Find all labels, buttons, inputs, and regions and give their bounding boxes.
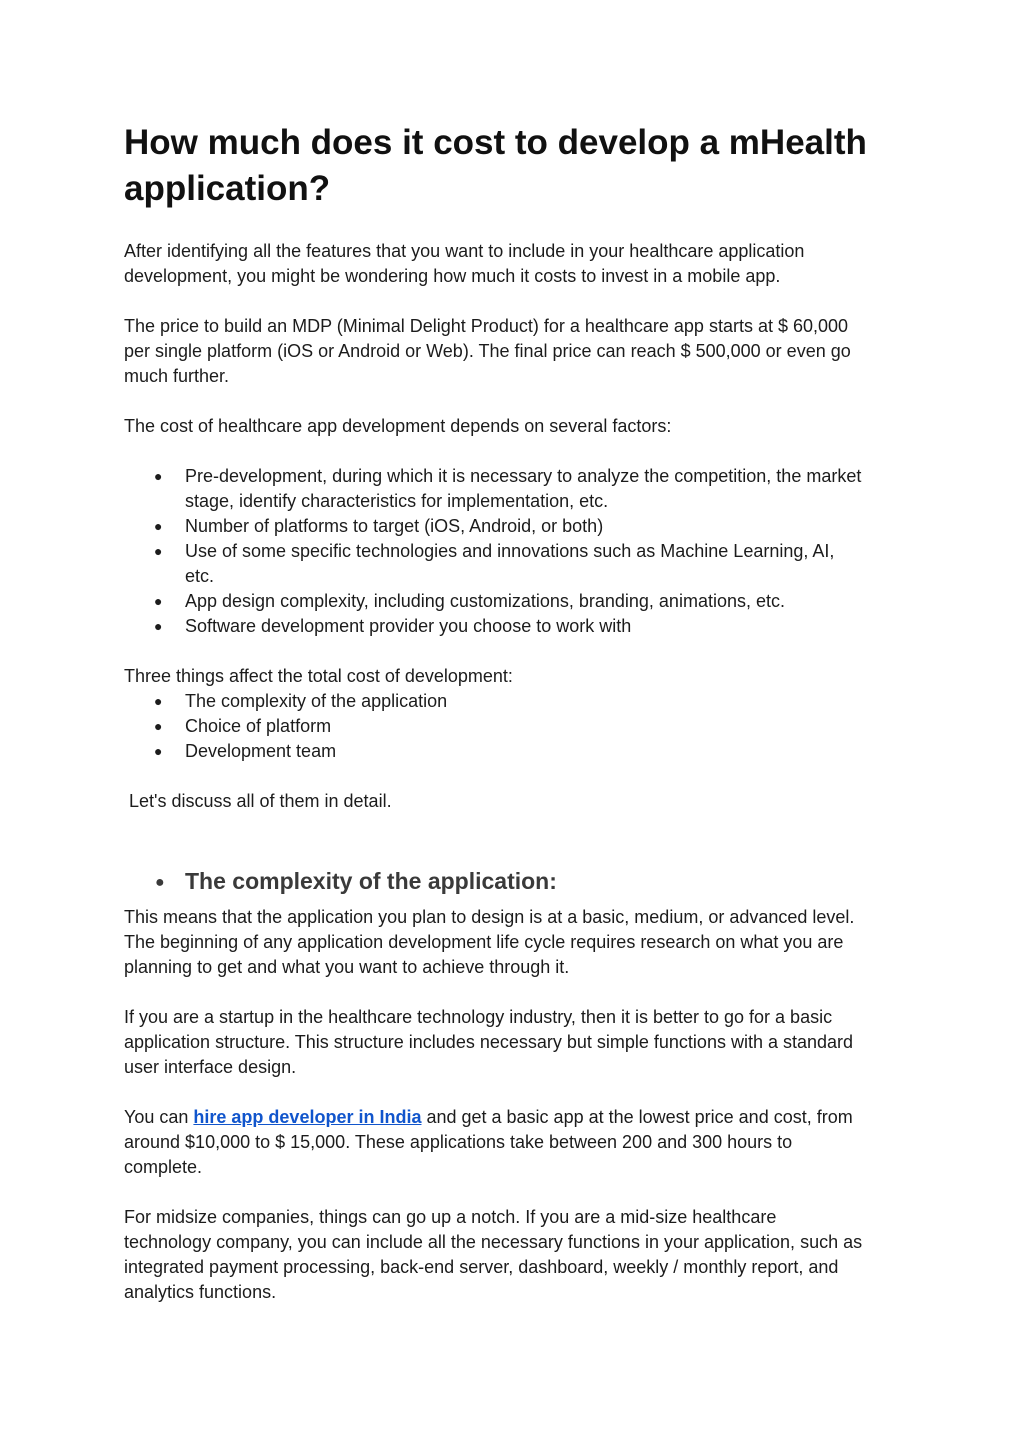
bullet-icon: ● (155, 874, 165, 891)
list-item: ● Use of some specific technologies and innovations such as Machine Learning, AI, etc. (154, 541, 835, 586)
document-title: How much does it cost to develop a mHealth application? (124, 123, 867, 208)
midsize-paragraph: For midsize companies, things can go up a notch. If you are a mid-size healthcare technology company, you can include all the necessary functions in your application, such as integrated payment processing, back-end server, dashboard, weekly / monthly report, and analytics functions. (124, 1207, 863, 1302)
price-paragraph: The price to build an MDP (Minimal Delight Product) for a healthcare app starts at $ 60,000 per single platform (iOS or Android or Web). The final price can reach $ 500,000 or even go much further. (124, 316, 851, 386)
hire-app-developer-link[interactable]: hire app developer in India (193, 1107, 422, 1127)
list-item: ● App design complexity, including customizations, branding, animations, etc. (124, 589, 914, 614)
factors-list (124, 464, 914, 639)
discuss-paragraph: Let's discuss all of them in detail. (129, 791, 392, 811)
bullet-icon: ● (154, 618, 163, 634)
bullet-icon: ● (154, 593, 163, 609)
intro-paragraph: After identifying all the features that you want to include in your healthcare application development, you might be wondering how much it costs to invest in a mobile app. (124, 241, 805, 286)
bullet-icon: ● (154, 468, 163, 484)
bullet-icon: ● (154, 743, 163, 759)
list-item: ● Pre-development, during which it is necessary to analyze the competition, the market stage, identify characteristics for implementation, etc. (154, 466, 862, 511)
section-heading: ● The complexity of the application: (155, 866, 557, 898)
factors-intro-paragraph: The cost of healthcare app development depends on several factors: (124, 416, 672, 436)
three-things-list (124, 689, 914, 764)
bullet-icon: ● (154, 518, 163, 534)
list-item: ● Software development provider you choose to work with (124, 614, 914, 639)
list-item: ● The complexity of the application (124, 689, 914, 714)
list-item: ● Development team (124, 739, 914, 764)
complexity-paragraph-1: This means that the application you plan to design is at a basic, medium, or advanced level. The beginning of any application development life cycle requires research on what you are planning to get and what you want to achieve through it. (124, 907, 855, 977)
three-things-intro: Three things affect the total cost of development: (124, 666, 513, 686)
list-item: ● Choice of platform (124, 714, 914, 739)
hire-paragraph: You can hire app developer in India and get a basic app at the lowest price and cost, from around $10,000 to $ 15,000. These applications take between 200 and 300 hours to complete. (124, 1107, 853, 1177)
list-item: ● Number of platforms to target (iOS, Android, or both) (124, 514, 914, 539)
bullet-icon: ● (154, 718, 163, 734)
complexity-paragraph-2: If you are a startup in the healthcare technology industry, then it is better to go for a basic application structure. This structure includes necessary but simple functions with a standard user interface design. (124, 1007, 854, 1077)
bullet-icon: ● (154, 543, 163, 559)
bullet-icon: ● (154, 693, 163, 709)
